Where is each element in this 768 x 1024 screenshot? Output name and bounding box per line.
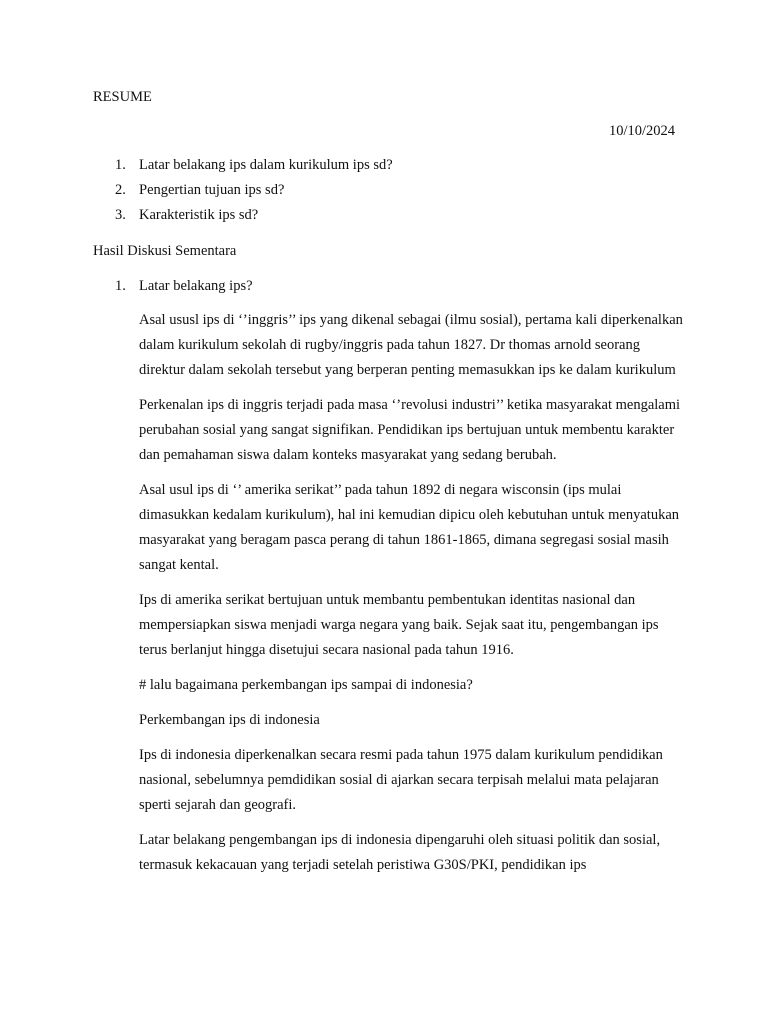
question-number: 1.: [115, 157, 126, 173]
paragraph: Ips di amerika serikat bertujuan untuk membantu pembentukan identitas nasional dan mempersiapkan siswa menjadi warga negara yang baik. Sejak saat itu, pengembangan ips terus berlanjut hingga disetujui secara nasional pada tahun 1916.: [139, 592, 659, 658]
paragraph: # lalu bagaimana perkembangan ips sampai di indonesia?: [139, 677, 473, 693]
paragraph: Ips di indonesia diperkenalkan secara resmi pada tahun 1975 dalam kurikulum pendidikan nasional, sebelumnya pemdidikan sosial di ajarkan secara terpisah melalui mata pelajaran sperti sejarah dan geografi.: [139, 747, 663, 813]
section-heading: Hasil Diskusi Sementara: [93, 243, 237, 259]
question-item: [93, 155, 393, 180]
question-number: 2.: [115, 182, 126, 198]
question-text: Karakteristik ips sd?: [139, 207, 259, 223]
paragraph: Asal usul ips di ‘’ amerika serikat’’ pada tahun 1892 di negara wisconsin (ips mulai dimasukkan kedalam kurikulum), hal ini kemudian dipicu oleh kebutuhan untuk menyatukan masyarakat yang beragam pasca perang di tahun 1861-1865, dimana segregasi sosial masih sangat kental.: [139, 482, 680, 573]
document-date: 10/10/2024: [608, 123, 675, 139]
subsection-label: Latar belakang ips?: [139, 278, 253, 294]
subsection-number: 1.: [115, 278, 126, 294]
question-text: Pengertian tujuan ips sd?: [139, 182, 285, 198]
question-number: 3.: [115, 207, 126, 223]
paragraph: Latar belakang pengembangan ips di indonesia dipengaruhi oleh situasi politik dan sosial, termasuk kekacauan yang terjadi setelah peristiwa G30S/PKI, pendidikan ips: [139, 832, 661, 873]
document-title: RESUME: [93, 89, 152, 105]
question-item: [93, 180, 393, 205]
question-list: [93, 155, 393, 230]
paragraph: Asal ususl ips di ‘’inggris’’ ips yang dikenal sebagai (ilmu sosial), pertama kali diperkenalkan dalam kurikulum sekolah di rugby/inggris pada tahun 1827. Dr thomas arnold seorang direktur dalam sekolah tersebut yang berperan penting memasukkan ips ke dalam kurikulum: [139, 312, 683, 378]
paragraph: Perkenalan ips di inggris terjadi pada masa ‘’revolusi industri’’ ketika masyarakat mengalami perubahan sosial yang sangat signifikan. Pendidikan ips bertujuan untuk membentu karakter dan pemahaman siswa dalam konteks masyarakat yang sedang berubah.: [139, 397, 681, 463]
question-text: Latar belakang ips dalam kurikulum ips sd?: [139, 157, 393, 173]
body-text: [139, 308, 684, 888]
question-item: [93, 205, 393, 230]
paragraph: Perkembangan ips di indonesia: [139, 712, 320, 728]
